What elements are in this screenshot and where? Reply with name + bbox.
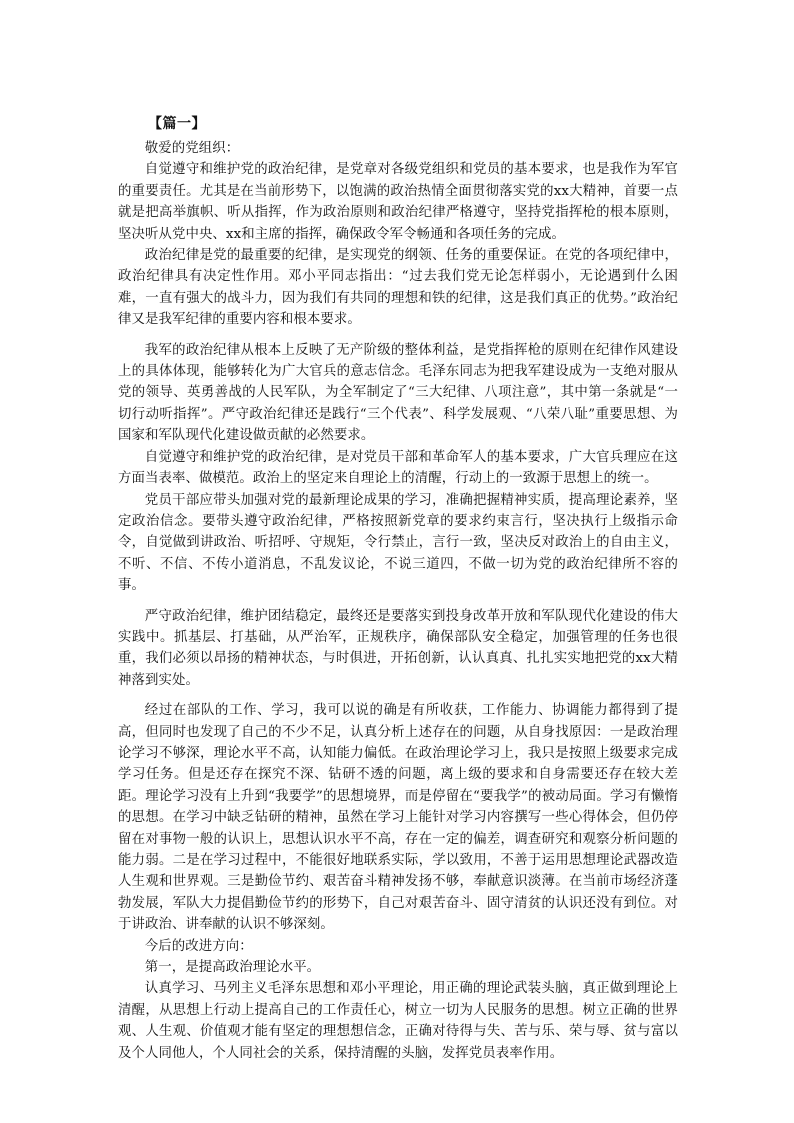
spacer <box>118 691 678 700</box>
spacer <box>118 597 678 606</box>
salutation: 敬爱的党组织： <box>144 141 240 156</box>
paragraph-2: 政治纪律是党的最重要的纪律，是实现党的纲领、任务的重要保证。在党的各项纪律中，政治纪律具有决定性作用。邓小平同志指出：“过去我们党无论怎样弱小，无论遇到什么困难，一直有强大的战斗力，因为我们有共同的理想和铁的纪律，这是我们真正的优势。”政治纪律又是我军纪律的重要内容和根本要求。 <box>118 248 678 328</box>
paragraph-5: 党员干部应带头加强对党的最新理论成果的学习，准确把握精神实质，提高理论素养，坚定政治信念。要带头遵守政治纪律，严格按照新党章的要求约束言行，坚决执行上级指示命令，自觉做到讲政治、听招呼、守规矩，令行禁止，言行一致，坚决反对政治上的自由主义，不听、不信、不传小道消息，不乱发议论，不说三道四，不做一切为党的政治纪律所不容的事。 <box>118 492 678 594</box>
paragraph-3: 我军的政治纪律从根本上反映了无产阶级的整体利益，是党指挥枪的原则在纪律作风建设上的具体体现，能够转化为广大官兵的意志信念。毛泽东同志为把我军建设成为一支绝对服从党的领导、英勇善战的人民军队，为全军制定了“三大纪律、八项注意”，其中第一条就是“一切行动听指挥”。严守政治纪律还是践行“三个代表”、科学发展观、“八荣八耻”重要思想、为国家和军队现代化建设做贡献的必然要求。 <box>118 342 678 444</box>
document-heading: 【篇一】 <box>148 116 206 132</box>
paragraph-8: 今后的改进方向： <box>144 938 253 954</box>
paragraph-1: 自觉遵守和维护党的政治纪律，是党章对各级党组织和党员的基本要求，也是我作为军官的重要责任。尤其是在当前形势下，以饱满的政治热情全面贯彻落实党的xx大精神，首要一点就是把高举旗帜、听从指挥，作为政治原则和政治纪律严格遵守，坚持党指挥枪的根本原则，坚决听从党中央、xx和主席的指挥，确保政令军令畅通和各项任务的完成。 <box>118 162 678 242</box>
paragraph-7: 经过在部队的工作、学习，我可以说的确是有所收获，工作能力、协调能力都得到了提高，但同时也发现了自己的不少不足，认真分析上述存在的问题，从自身找原因：一是政治理论学习不够深，理论水平不高，认知能力偏低。在政治理论学习上，我只是按照上级要求完成学习任务。但是还存在探究不深、钻研不透的问题，离上级的要求和自身需要还存在较大差距。理论学习没有上升到“我要学”的思想境界，而是停留在“要我学”的被动局面。学习有懒惰的思想。在学习中缺乏钻研的精神，虽然在学习上能针对学习内容撰写一些心得体会，但仍停留在对事物一般的认识上，思想认识水平不高，存在一定的偏差，调查研究和观察分析问题的能力弱。二是在学习过程中，不能很好地联系实际，学以致用，不善于运用思想理论武器改造人生观和世界观。三是勤俭节约、艰苦奋斗精神发扬不够，奉献意识淡薄。在当前市场经济蓬勃发展，军队大力提倡勤俭节约的形势下，自己对艰苦奋斗、固守清贫的认识还没有到位。对于讲政治、讲奉献的认识不够深刻。 <box>118 703 678 933</box>
paragraph-10: 认真学习、马列主义毛泽东思想和邓小平理论，用正确的理论武装头脑，真正做到理论上清醒，从思想上行动上提高自己的工作责任心，树立一切为人民服务的思想。树立正确的世界观、人生观、价值观才能有坚定的理想想信念，正确对待得与失、苦与乐、荣与辱、贫与富以及个人同他人，个人同社会的关系，保持清醒的头脑，发挥党员表率作用。 <box>118 981 678 1061</box>
document-page <box>118 114 678 1064</box>
spacer <box>118 331 678 340</box>
paragraph-6: 严守政治纪律，维护团结稳定，最终还是要落实到投身改革开放和军队现代化建设的伟大实践中。抓基层、打基础，从严治军，正规秩序，确保部队安全稳定，加强管理的任务也很重，我们必须以昂扬的精神状态，与时俱进，开拓创新，认认真真、扎扎实实地把党的xx大精神落到实处。 <box>118 608 678 688</box>
paragraph-4: 自觉遵守和维护党的政治纪律，是对党员干部和革命军人的基本要求，广大官兵理应在这方面当表率、做模范。政治上的坚定来自理论上的清醒，行动上的一致源于思想上的统一。 <box>118 449 678 487</box>
paragraph-9: 第一，是提高政治理论水平。 <box>144 960 321 976</box>
